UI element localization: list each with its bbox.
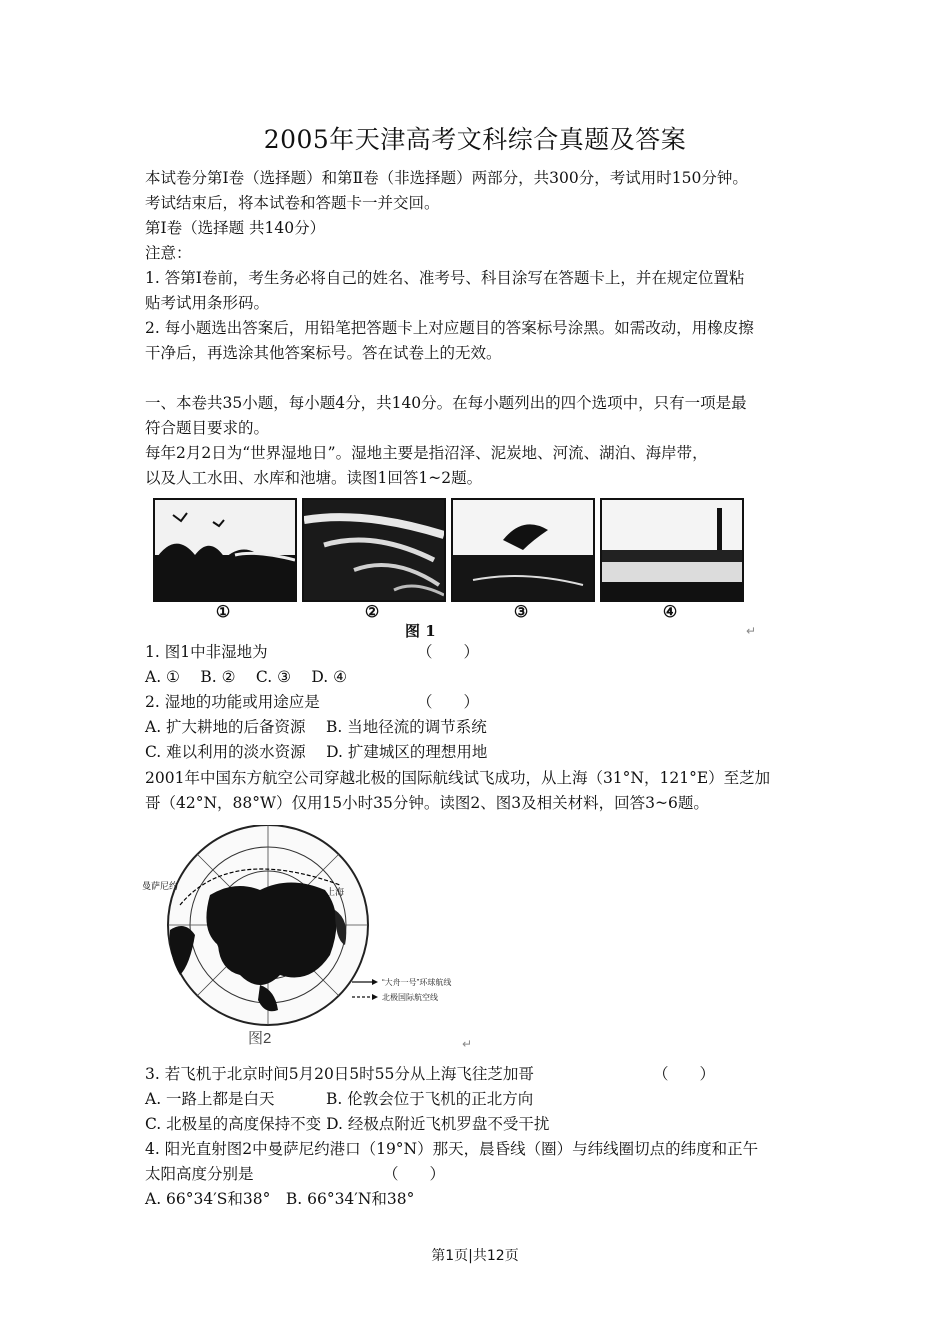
intro-line-2: 考试结束后，将本试卷和答题卡一并交回。 xyxy=(145,194,440,212)
q3-answer-paren: （ ） xyxy=(653,1065,716,1083)
part1-instruction-2: 符合题目要求的。 xyxy=(145,419,270,437)
q1-answer-paren: （ ） xyxy=(417,643,480,661)
photo-label-3: ③ xyxy=(513,602,529,621)
wetland-stem-1: 每年2月2日为“世界湿地日”。湿地主要是指沼泽、泥炭地、河流、湖泊、海岸带， xyxy=(145,444,708,462)
notice-item-2a: 2. 每小题选出答案后，用铅笔把答题卡上对应题目的答案标号涂黑。如需改动，用橡皮擦 xyxy=(145,319,754,337)
q3-options-cd: C. 北极星的高度保持不变 D. 经极点附近飞机罗盘不受干扰 xyxy=(145,1115,550,1133)
notice-item-1b: 贴考试用条形码。 xyxy=(145,294,270,312)
photo-label-2: ② xyxy=(364,602,380,621)
map-place-manzanillo: 曼萨尼约 xyxy=(142,881,179,891)
page-footer: 第1页|共12页 xyxy=(431,1248,519,1264)
figure-2 xyxy=(140,825,480,1050)
figure-1-caption: 图 1 xyxy=(405,622,436,640)
q4-stem-2: 太阳高度分别是 （ ） xyxy=(145,1162,815,1187)
legend-route-1: “大舟一号”环球航线 xyxy=(382,978,452,987)
q4-options-ab: A. 66°34′S和38° B. 66°34′N和38° xyxy=(145,1190,415,1208)
part1-instruction-1: 一、本卷共35小题，每小题4分，共140分。在每小题列出的四个选项中，只有一项是最 xyxy=(145,394,747,412)
notice-item-1a: 1. 答第Ⅰ卷前，考生务必将自己的姓名、准考号、科目涂写在答题卡上，并在规定位置粘 xyxy=(145,269,745,287)
notice-label: 注意： xyxy=(145,244,192,262)
map-place-shanghai: 上海 xyxy=(326,887,345,897)
q3-options-ab: A. 一路上都是白天 B. 伦敦会位于飞机的正北方向 xyxy=(145,1090,534,1108)
q3-stem: 3. 若飞机于北京时间5月20日5时55分从上海飞往芝加哥 （ ） xyxy=(145,1062,815,1087)
q1-stem: 1. 图1中非湿地为 （ ） xyxy=(145,640,815,665)
flight-stem-1: 2001年中国东方航空公司穿越北极的国际航线试飞成功，从上海（31°N，121°E）至芝加 xyxy=(145,769,771,787)
figure-1 xyxy=(150,492,757,642)
q4-answer-paren: （ ） xyxy=(383,1165,446,1183)
flight-stem-2: 哥（42°N，88°W）仅用15小时35分钟。读图2、图3及相关材料，回答3~6题。 xyxy=(145,794,709,812)
notice-item-2b: 干净后，再选涂其他答案标号。答在试卷上的无效。 xyxy=(145,344,502,362)
q4-stem-1: 4. 阳光直射图2中曼萨尼约港口（19°N）那天，晨昏线（圈）与纬线圈切点的纬度和正午 xyxy=(145,1140,759,1158)
q2-stem: 2. 湿地的功能或用途应是 （ ） xyxy=(145,690,815,715)
q1-options: A. ① B. ② C. ③ D. ④ xyxy=(145,668,348,686)
photo-label-1: ① xyxy=(215,602,231,621)
page-title: 2005年天津高考文科综合真题及答案 xyxy=(263,125,687,154)
q2-options-cd: C. 难以利用的淡水资源 D. 扩建城区的理想用地 xyxy=(145,743,488,761)
q2-options-ab: A. 扩大耕地的后备资源 B. 当地径流的调节系统 xyxy=(145,718,487,736)
photo-panel-3 xyxy=(451,498,595,602)
q2-answer-paren: （ ） xyxy=(417,693,480,711)
section-heading: 第Ⅰ卷（选择题 共140分） xyxy=(145,219,326,237)
intro-line-1: 本试卷分第Ⅰ卷（选择题）和第Ⅱ卷（非选择题）两部分，共300分，考试用时150分钟。 xyxy=(145,169,748,187)
figure-2-caption: 图2 xyxy=(248,1030,272,1047)
return-mark: ↵ xyxy=(746,624,757,638)
photo-label-4: ④ xyxy=(662,602,678,621)
photo-panel-4 xyxy=(600,498,744,602)
wetland-stem-2: 以及人工水田、水库和池塘。读图1回答1~2题。 xyxy=(145,469,483,487)
photo-panel-1 xyxy=(153,498,297,602)
photo-panel-2 xyxy=(302,498,446,602)
return-mark-2: ↵ xyxy=(462,1037,473,1051)
legend-route-2: 北极国际航空线 xyxy=(382,993,438,1002)
